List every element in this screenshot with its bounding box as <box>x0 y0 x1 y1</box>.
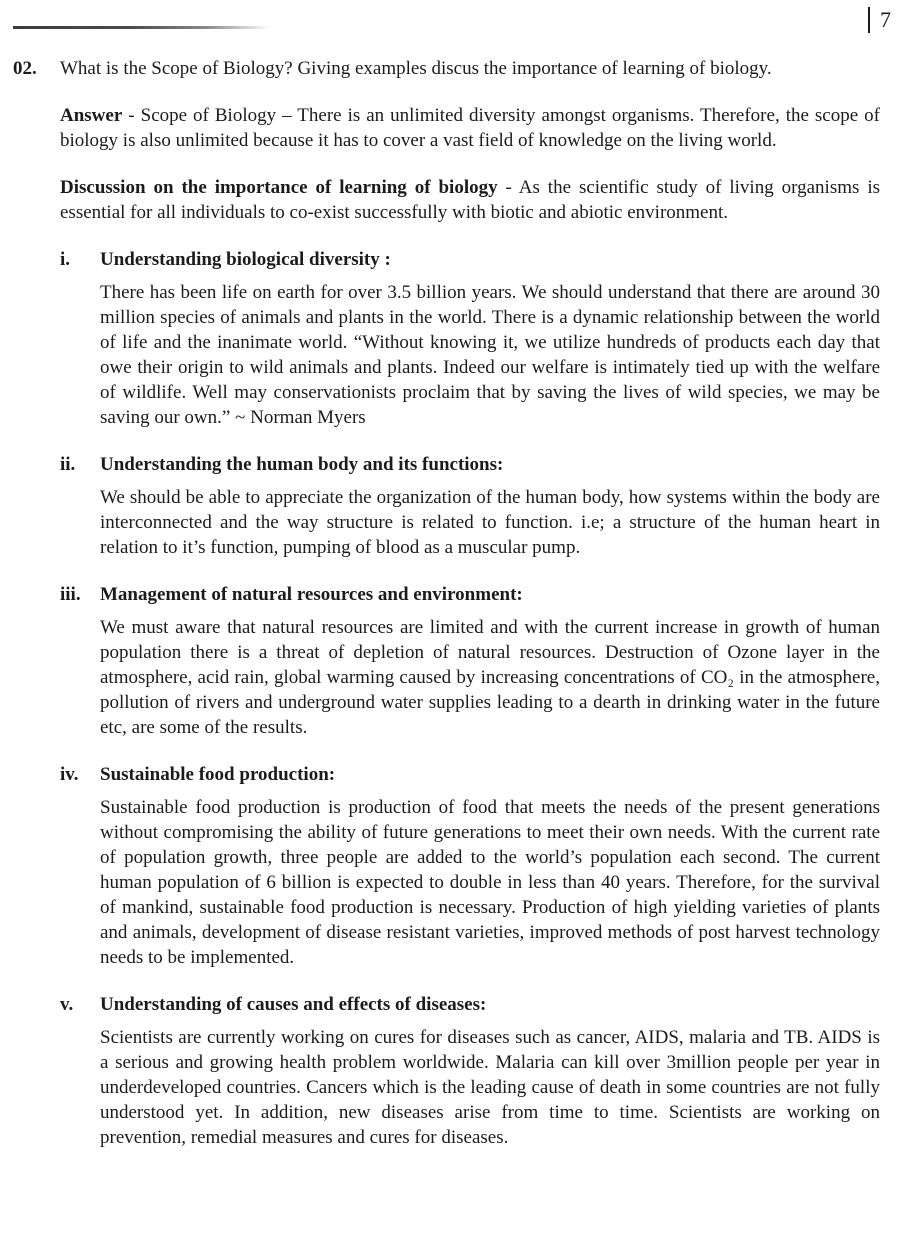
list-item-numeral: iv. <box>60 764 79 785</box>
question <box>13 56 880 81</box>
list-item-content <box>100 762 880 970</box>
discussion-lead: Discussion on the importance of learning of biology <box>60 177 498 198</box>
list-item-content <box>100 992 880 1150</box>
header-rule <box>13 26 271 29</box>
question-number: 02. <box>13 58 37 79</box>
list-item-numeral: v. <box>60 994 74 1015</box>
page-content <box>13 56 880 1150</box>
list-item-numeral: i. <box>60 249 71 270</box>
question-text: What is the Scope of Biology? Giving examples discus the importance of learning of biology. <box>60 58 772 79</box>
list-item-heading: Understanding biological diversity : <box>100 249 391 270</box>
discussion-paragraph <box>60 175 880 225</box>
answer-lead: Answer <box>60 105 123 126</box>
list-item-body: We should be able to appreciate the organization of the human body, how systems within the body are interconnected and the way structure is related to function. i.e; a structure of the human heart in relation to it’s function, pumping of blood as a muscular pump. <box>100 487 880 558</box>
list-item-content <box>100 582 880 740</box>
list-item-heading: Understanding the human body and its functions: <box>100 454 504 475</box>
answer-body: Scope of Biology – There is an unlimited diversity amongst organisms. Therefore, the scope of biology is also unlimited because it has to cover a vast field of knowledge on the living world. <box>60 105 880 151</box>
list-item-heading: Sustainable food production: <box>100 764 336 785</box>
page-number <box>868 6 891 34</box>
discussion-separator: - <box>497 177 519 198</box>
page-number-value: 7 <box>880 7 891 32</box>
list-item-ii <box>60 452 880 560</box>
list-item-body: There has been life on earth for over 3.5 billion years. We should understand that there are around 30 million species of animals and plants in the world. There is a dynamic relationship between the world of life and the inanimate world. “Without knowing it, we utilize hundreds of products each day that owe their origin to wild animals and plants. Indeed our welfare is intimately tied up with the welfare of wildlife. Well may conservationists proclaim that by saving the lives of wild species, we may be saving our own.” ~ Norman Myers <box>100 282 880 428</box>
answer-separator: - <box>122 105 141 126</box>
discussion-body: As the scientific study of living organisms is essential for all individuals to co-exist successfully with biotic and abiotic environment. <box>60 177 880 223</box>
list-item-body: Sustainable food production is production of food that meets the needs of the present generations without compromising the ability of future generations to meet their own needs. With the current rate of population growth, three people are added to the world’s population each second. The current human population of 6 billion is expected to double in less than 40 years. Therefore, for the survival of mankind, sustainable food production is necessary. Production of high yielding varieties of plants and animals, development of disease resistant varieties, improved methods of post harvest technology needs to be implemented. <box>100 797 880 968</box>
list-item-content <box>100 247 880 430</box>
list-item-body: Scientists are currently working on cures for diseases such as cancer, AIDS, malaria and TB. AIDS is a serious and growing health problem worldwide. Malaria can kill over 3million people per year in underdeveloped countries. Cancers which is the leading cause of death in some countries are not fully understood yet. In addition, new diseases arise from time to time. Scientists are working on prevention, remedial measures and cures for diseases. <box>100 1027 880 1148</box>
list-item-numeral: ii. <box>60 454 76 475</box>
list-item-content <box>100 452 880 560</box>
list-item-body: We must aware that natural resources are limited and with the current increase in growth of human population there is a threat of depletion of natural resources. Destruction of Ozone layer in the atmosphere, acid rain, global warming caused by increasing concentrations of CO₂ in the atmosphere, pollution of rivers and underground water supplies leading to a dearth in drinking water in the future etc, are some of the results. <box>100 617 880 738</box>
list-item-iii <box>60 582 880 740</box>
answer-paragraph <box>60 103 880 153</box>
list-item-heading: Understanding of causes and effects of diseases: <box>100 994 487 1015</box>
page-number-divider <box>868 7 870 33</box>
list-item-v <box>60 992 880 1150</box>
list-item-i <box>60 247 880 430</box>
list-item-iv <box>60 762 880 970</box>
list-item-heading: Management of natural resources and environment: <box>100 584 523 605</box>
list-item-numeral: iii. <box>60 584 81 605</box>
